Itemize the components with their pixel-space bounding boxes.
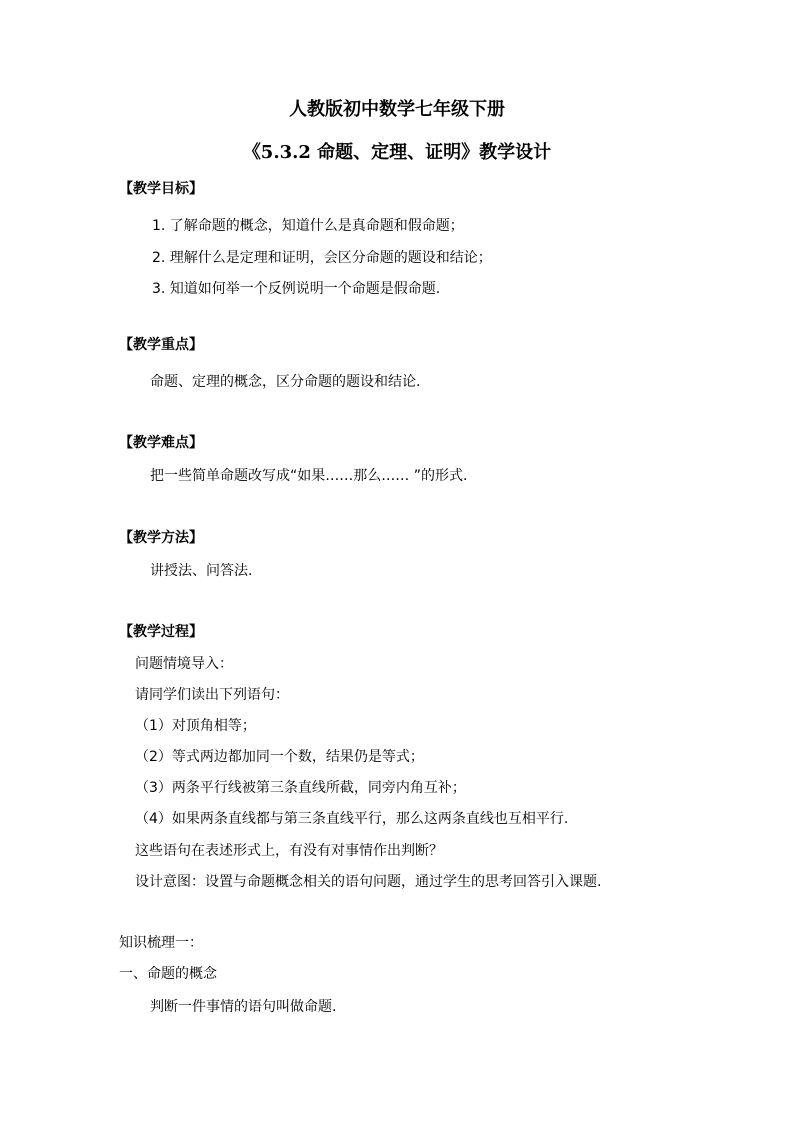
methods-text: 讲授法、问答法. <box>150 563 253 579</box>
process-question: 这些语句在表述形式上，有没有对事情作出判断？ <box>135 843 443 859</box>
statement-item: （2）等式两边都加同一个数，结果仍是等式； <box>135 749 424 765</box>
design-intent: 设计意图：设置与命题概念相关的语句问题，通过学生的思考回答引入课题. <box>135 874 602 890</box>
objective-item: 1. 了解命题的概念，知道什么是真命题和假命题； <box>152 218 464 234</box>
knowledge-definition: 判断一件事情的语句叫做命题. <box>150 999 337 1015</box>
process-prompt: 请同学们读出下列语句： <box>135 687 289 703</box>
document-title: 人教版初中数学七年级下册 <box>289 99 505 120</box>
methods-heading: 【教学方法】 <box>119 530 203 546</box>
objectives-heading: 【教学目标】 <box>119 181 203 197</box>
difficulties-heading: 【教学难点】 <box>119 435 203 451</box>
key-points-text: 命题、定理的概念，区分命题的题设和结论. <box>150 374 421 390</box>
statement-item: （1）对顶角相等； <box>135 718 256 734</box>
statement-item: （4）如果两条直线都与第三条直线平行，那么这两条直线也互相平行. <box>135 811 569 827</box>
key-points-heading: 【教学重点】 <box>119 337 203 353</box>
objective-item: 2. 理解什么是定理和证明，会区分命题的题设和结论； <box>152 250 492 266</box>
statement-item: （3）两条平行线被第三条直线所截，同旁内角互补； <box>135 780 466 796</box>
difficulties-text: 把一些简单命题改写成“如果……那么…… ”的形式. <box>150 468 468 484</box>
knowledge-label: 知识梳理一： <box>119 935 203 951</box>
document-subtitle: 《5.3.2 命题、定理、证明》教学设计 <box>242 142 552 163</box>
objective-item: 3. 知道如何举一个反例说明一个命题是假命题. <box>152 281 441 297</box>
process-intro: 问题情境导入： <box>135 656 233 672</box>
knowledge-subheading: 一、命题的概念 <box>119 966 217 982</box>
process-heading: 【教学过程】 <box>119 624 203 640</box>
